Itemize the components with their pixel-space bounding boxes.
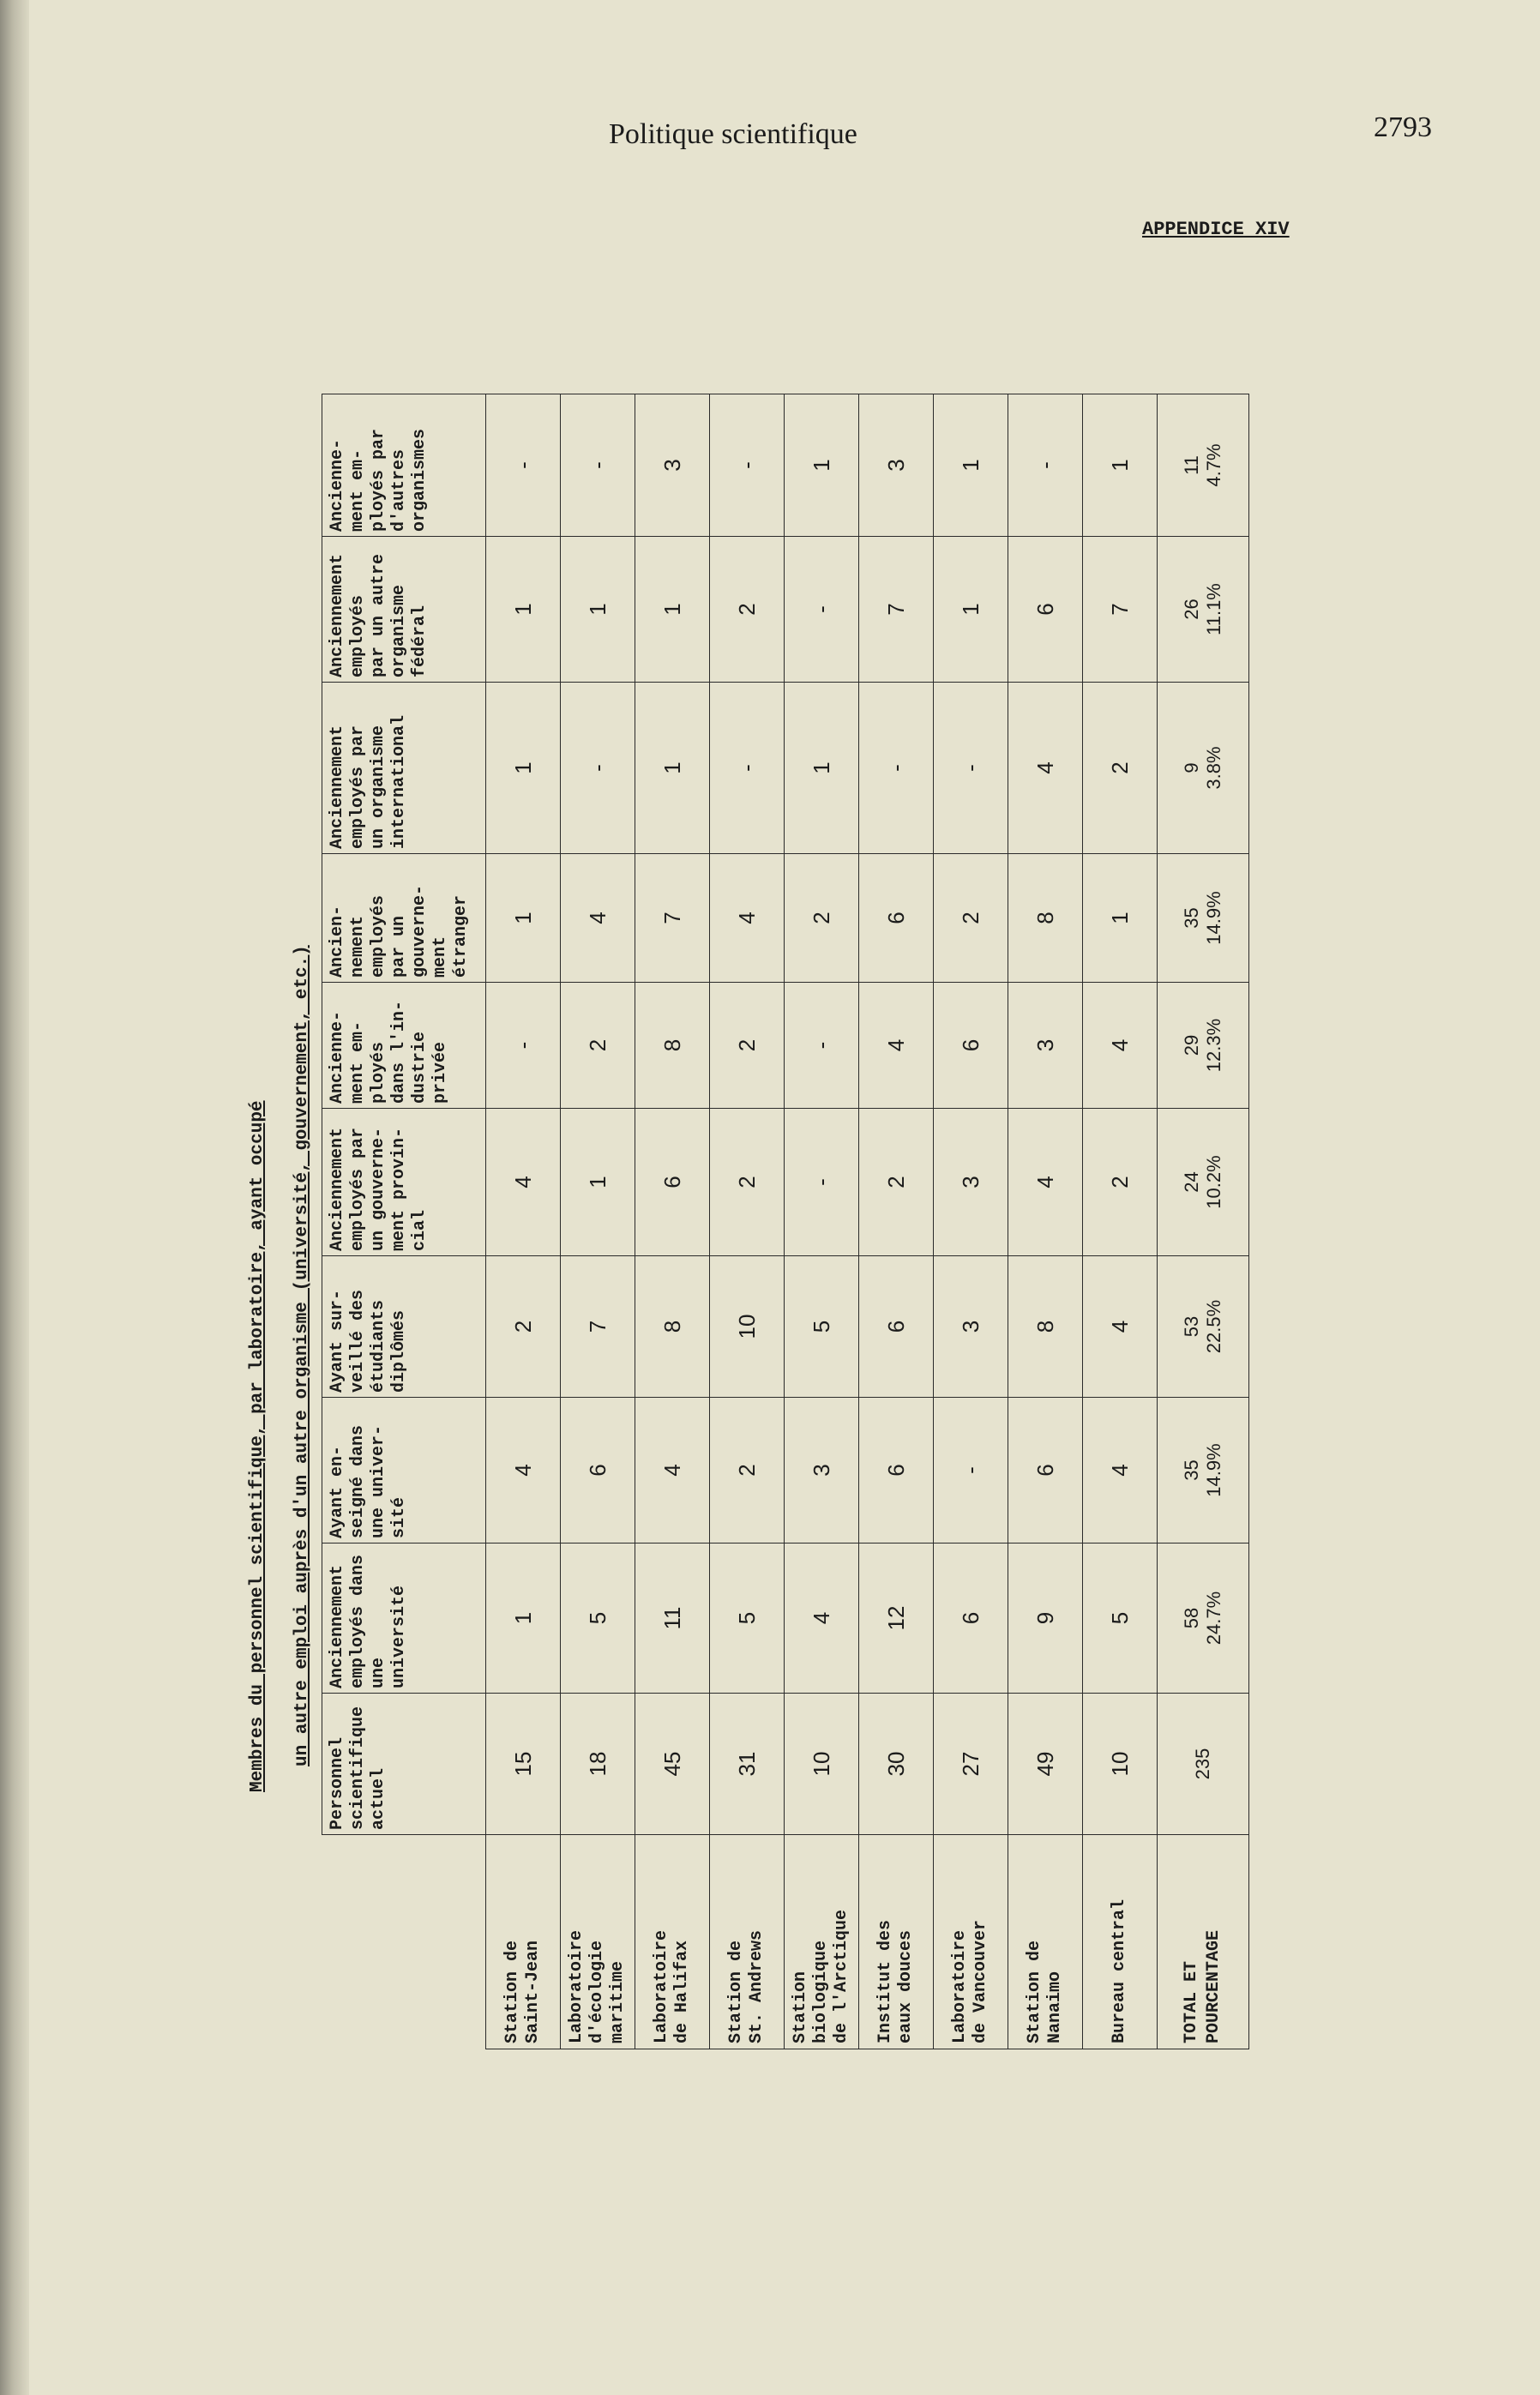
table-cell: 6 [1008, 537, 1083, 683]
total-cell [1158, 1544, 1249, 1694]
table-cell: 2 [859, 1109, 934, 1256]
table-cell: 2 [1083, 1109, 1158, 1256]
table-cell: 5 [561, 1544, 635, 1694]
row-label: Station de St. Andrews [710, 1835, 785, 2049]
total-cell [1158, 683, 1249, 854]
table-cell: 10 [1083, 1694, 1158, 1835]
total-count: 58 [1181, 1607, 1202, 1629]
table-row [1083, 394, 1158, 2049]
table-cell: 8 [635, 983, 710, 1109]
total-percent: 10.2% [1203, 1155, 1224, 1209]
table-row [486, 394, 561, 2049]
table-cell: 4 [1008, 1109, 1083, 1256]
header-corner [322, 1835, 486, 2049]
table-cell: 7 [859, 537, 934, 683]
table-cell: 1 [486, 1544, 561, 1694]
total-percent: 24.7% [1203, 1591, 1224, 1646]
total-cell [1158, 1256, 1249, 1398]
total-percent: 3.8% [1203, 746, 1224, 790]
total-count: 29 [1181, 1034, 1202, 1056]
table-cell: 1 [635, 683, 710, 854]
total-percent: 22.5% [1203, 1299, 1224, 1354]
table-cell: - [1008, 394, 1083, 537]
total-percent: 12.3% [1203, 1018, 1224, 1073]
table-cell: 8 [1008, 854, 1083, 983]
table-cell: 7 [1083, 537, 1158, 683]
table-cell: 31 [710, 1694, 785, 1835]
table-cell: 6 [1008, 1398, 1083, 1544]
table-cell: 4 [785, 1544, 859, 1694]
table-cell: 7 [561, 1256, 635, 1398]
table-cell: 4 [1083, 1256, 1158, 1398]
table-cell: 1 [486, 854, 561, 983]
table-cell: 5 [785, 1256, 859, 1398]
table-cell: 27 [934, 1694, 1008, 1835]
table-cell: 4 [561, 854, 635, 983]
table-cell: 6 [635, 1109, 710, 1256]
column-header: Personnel scientifique actuel [322, 1694, 486, 1835]
column-header: Ayant en- seigné dans une univer- sité [322, 1398, 486, 1544]
table-cell: 10 [785, 1694, 859, 1835]
table-cell: 5 [1083, 1544, 1158, 1694]
total-count: 9 [1181, 762, 1202, 773]
total-label: TOTAL ET POURCENTAGE [1158, 1835, 1249, 2049]
table-cell: 3 [785, 1398, 859, 1544]
table-cell: 1 [486, 537, 561, 683]
table-cell: 6 [859, 1256, 934, 1398]
table-cell: 11 [635, 1544, 710, 1694]
table-cell: 2 [561, 983, 635, 1109]
total-count: 26 [1181, 599, 1202, 620]
row-label: Laboratoire d'écologie maritime [561, 1835, 635, 2049]
page-header-title: Politique scientifique [609, 118, 857, 150]
table-cell: 2 [710, 1398, 785, 1544]
table-cell: 1 [934, 394, 1008, 537]
table-cell: 18 [561, 1694, 635, 1835]
table-cell: - [934, 1398, 1008, 1544]
table-cell: 15 [486, 1694, 561, 1835]
table-cell: 8 [1008, 1256, 1083, 1398]
table-cell: 1 [785, 394, 859, 537]
table-row [934, 394, 1008, 2049]
table-cell: 1 [635, 537, 710, 683]
table-cell: 4 [1083, 1398, 1158, 1544]
table-cell: 4 [486, 1109, 561, 1256]
total-cell [1158, 1109, 1249, 1256]
table-cell: 1 [486, 683, 561, 854]
row-label: Institut des eaux douces [859, 1835, 934, 2049]
caption-line-2: un autre emploi auprès d'un autre organisme (université, gouvernement, etc.) [292, 945, 312, 1766]
total-row [1158, 394, 1249, 2049]
table-cell: 4 [859, 983, 934, 1109]
table-row [635, 394, 710, 2049]
total-count: 35 [1181, 1459, 1202, 1481]
row-label: Laboratoire de Halifax [635, 1835, 710, 2049]
table-cell: 12 [859, 1544, 934, 1694]
table-cell: - [859, 683, 934, 854]
table-cell: - [561, 683, 635, 854]
table-cell: 6 [859, 854, 934, 983]
total-cell [1158, 537, 1249, 683]
row-label: Bureau central [1083, 1835, 1158, 2049]
table-cell: - [486, 983, 561, 1109]
table-cell: 4 [1008, 683, 1083, 854]
table-cell: 2 [934, 854, 1008, 983]
table-cell: - [785, 1109, 859, 1256]
table-cell: 10 [710, 1256, 785, 1398]
table-cell: 4 [1083, 983, 1158, 1109]
total-count: 35 [1181, 907, 1202, 929]
page-gutter-shadow [0, 0, 29, 2395]
total-percent: 4.7% [1203, 443, 1224, 487]
row-label: Station de Nanaimo [1008, 1835, 1083, 2049]
table-row [1008, 394, 1083, 2049]
table-cell: - [486, 394, 561, 537]
appendix-label: APPENDICE XIV [1142, 219, 1290, 240]
table-cell: 3 [635, 394, 710, 537]
total-cell [1158, 1694, 1249, 1835]
table-cell: 1 [1083, 854, 1158, 983]
table-cell: 7 [635, 854, 710, 983]
table-cell: 5 [710, 1544, 785, 1694]
table-body [486, 394, 1249, 2049]
table-header-row [322, 394, 486, 2049]
table-cell: - [710, 683, 785, 854]
column-header: Ayant sur- veillé des étudiants diplômés [322, 1256, 486, 1398]
column-header: Ancien- nement employés par un gouverne- ment étranger [322, 854, 486, 983]
staff-table [322, 394, 1249, 2049]
rotated-table-block [236, 394, 1299, 2049]
table-cell: 4 [635, 1398, 710, 1544]
table-cell: 3 [859, 394, 934, 537]
table-cell: 1 [561, 537, 635, 683]
table-cell: 45 [635, 1694, 710, 1835]
total-percent: 14.9% [1203, 891, 1224, 945]
total-percent: 14.9% [1203, 1443, 1224, 1497]
table-cell: 4 [486, 1398, 561, 1544]
total-count: 235 [1192, 1748, 1213, 1780]
table-cell: 30 [859, 1694, 934, 1835]
total-cell [1158, 1398, 1249, 1544]
table-cell: 49 [1008, 1694, 1083, 1835]
total-count: 24 [1181, 1171, 1202, 1193]
table-cell: 2 [710, 983, 785, 1109]
total-percent: 11.1% [1203, 583, 1224, 635]
column-header: Anciennement employés par un autre organisme fédéral [322, 537, 486, 683]
table-cell: 6 [934, 983, 1008, 1109]
total-cell [1158, 854, 1249, 983]
table-cell: - [934, 683, 1008, 854]
table-cell: 2 [1083, 683, 1158, 854]
column-header: Anciennement employés par un gouverne- ment provin- cial [322, 1109, 486, 1256]
table-row [710, 394, 785, 2049]
table-cell: 3 [934, 1109, 1008, 1256]
table-row [859, 394, 934, 2049]
table-cell: 4 [710, 854, 785, 983]
table-cell: 2 [710, 537, 785, 683]
column-header: Ancienne- ment em- ployés par d'autres organismes [322, 394, 486, 537]
table-cell: 2 [486, 1256, 561, 1398]
row-label: Station biologique de l'Arctique [785, 1835, 859, 2049]
total-cell [1158, 983, 1249, 1109]
table-cell: - [785, 983, 859, 1109]
table-row [561, 394, 635, 2049]
table-cell: 2 [785, 854, 859, 983]
table-cell: 1 [934, 537, 1008, 683]
table-cell: 6 [859, 1398, 934, 1544]
column-header: Anciennement employés par un organisme international [322, 683, 486, 854]
table-cell: 1 [1083, 394, 1158, 537]
table-cell: - [561, 394, 635, 537]
table-cell: 2 [710, 1109, 785, 1256]
table-cell: - [785, 537, 859, 683]
caption-line-1: Membres du personnel scientifique, par laboratoire, ayant occupé [248, 1100, 268, 1792]
table-cell: 6 [561, 1398, 635, 1544]
row-label: Station de Saint-Jean [486, 1835, 561, 2049]
total-count: 11 [1181, 455, 1202, 475]
table-row [785, 394, 859, 2049]
table-cell: 6 [934, 1544, 1008, 1694]
table-cell: 1 [561, 1109, 635, 1256]
table-cell: 3 [934, 1256, 1008, 1398]
table-cell: 8 [635, 1256, 710, 1398]
table-cell: 1 [785, 683, 859, 854]
table-cell: 3 [1008, 983, 1083, 1109]
total-cell [1158, 394, 1249, 537]
column-header: Anciennement employés dans une université [322, 1544, 486, 1694]
total-count: 53 [1181, 1315, 1202, 1338]
table-caption [236, 394, 325, 2049]
row-label: Laboratoire de Vancouver [934, 1835, 1008, 2049]
table-cell: - [710, 394, 785, 537]
column-header: Ancienne- ment em- ployés dans l'in- dustrie privée [322, 983, 486, 1109]
page-number: 2793 [1374, 111, 1432, 143]
table-cell: 9 [1008, 1544, 1083, 1694]
